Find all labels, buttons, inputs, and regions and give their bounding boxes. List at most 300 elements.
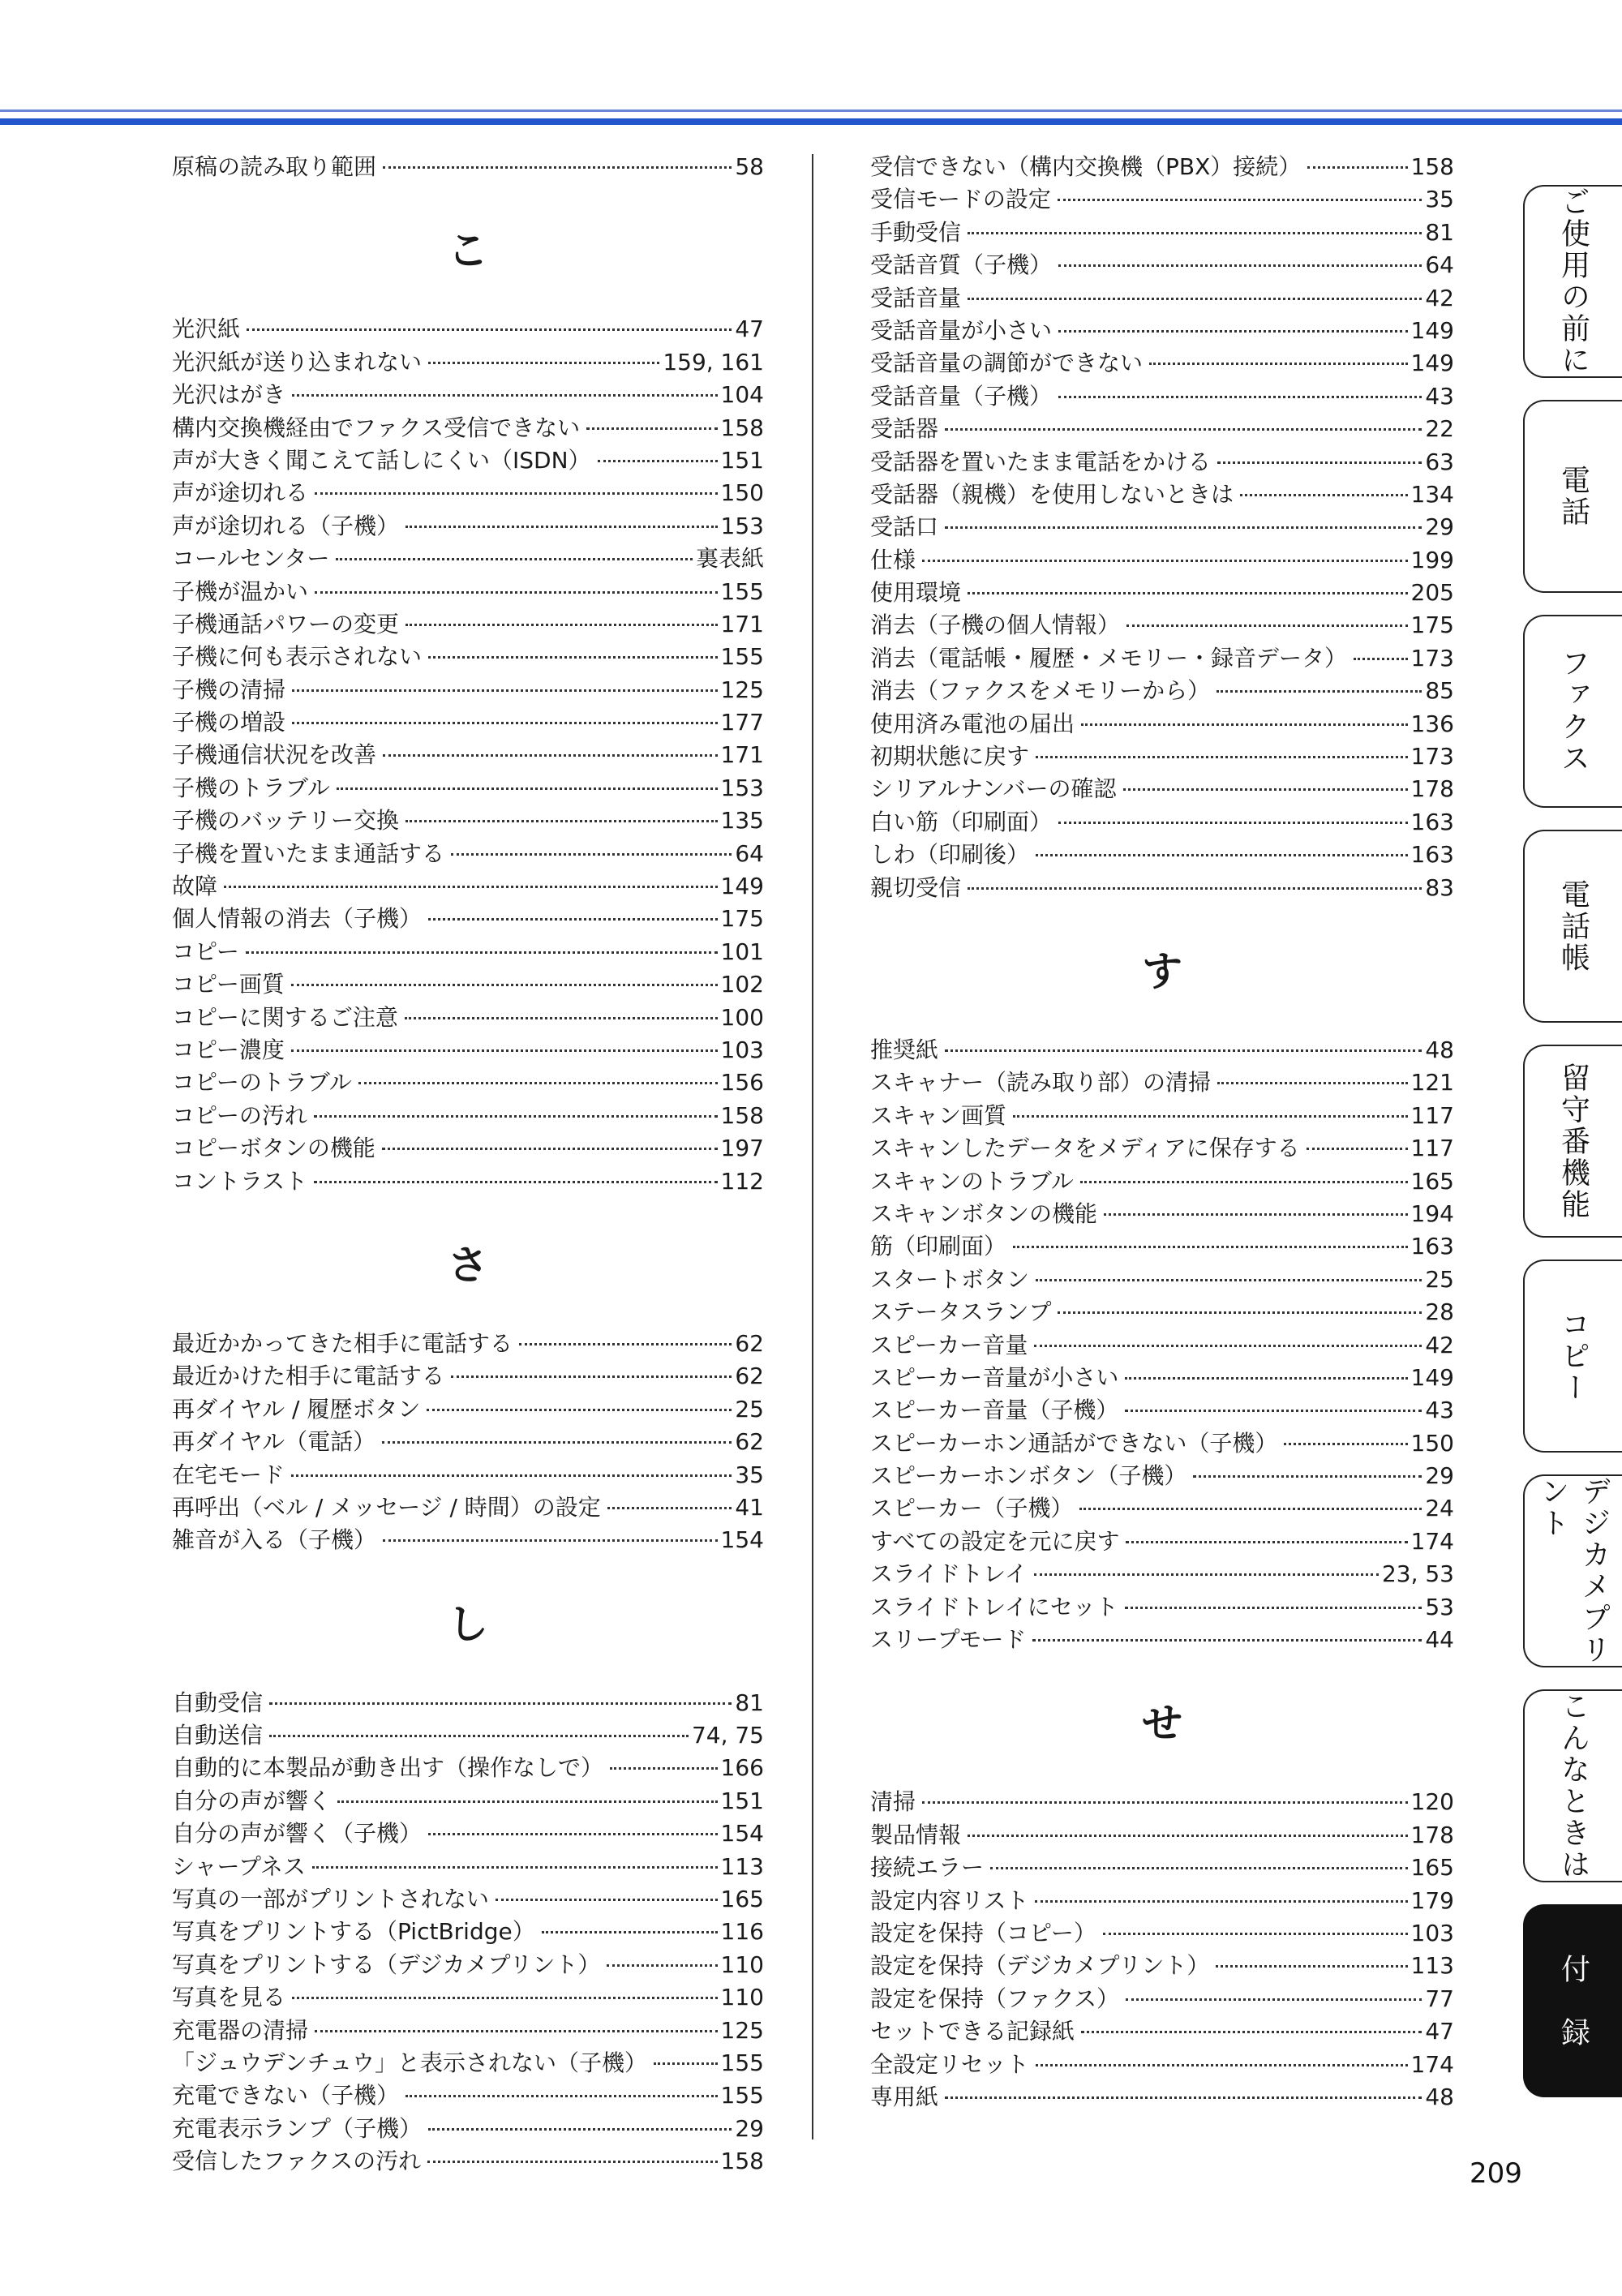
index-page-ref: 125 [720,676,764,703]
index-section [870,1700,1454,2114]
index-section [870,947,1454,1656]
index-page-ref: 150 [1410,1429,1454,1457]
index-entry [172,1817,764,1850]
index-entry [172,1360,764,1393]
index-page-ref: 199 [1410,546,1454,573]
index-term: セットできる記録紙 [870,2018,1075,2045]
index-entry [172,151,764,183]
index-page-ref: 25 [735,1395,764,1423]
index-entry [172,1165,764,1198]
index-entry [870,249,1454,281]
dot-leader [428,918,718,921]
dot-leader [1125,1410,1422,1412]
index-entry [870,1132,1454,1165]
index-term: 全設定リセット [870,2050,1029,2078]
dot-leader [428,656,718,659]
index-term: スリープモード [870,1626,1027,1654]
index-page-ref: 29 [1425,513,1454,541]
dot-leader [291,1474,732,1477]
index-entry [172,346,764,379]
index-term: 子機に何も表示されない [172,643,423,671]
dot-leader [968,1835,1408,1837]
index-term: 受話音量が小さい [870,316,1053,344]
index-entry [870,1950,1454,1982]
index-page-ref: 29 [1425,1462,1454,1490]
dot-leader [1240,494,1408,496]
dot-leader [1307,1148,1408,1150]
index-page-ref: 62 [735,1428,764,1456]
dot-leader [1034,1345,1422,1347]
index-page-ref: 63 [1425,448,1454,475]
index-term: すべての設定を元に戻す [870,1527,1120,1555]
index-entry [172,1916,764,1948]
index-page-ref: 47 [735,315,764,343]
dot-leader [968,887,1422,890]
index-term: 受話口 [870,513,939,541]
index-entry [870,1819,1454,1852]
index-term: 充電表示ランプ（子機） [172,2114,423,2142]
chapter-tab-label: 留守番機能 [1556,1062,1590,1221]
index-entry [172,1002,764,1034]
index-entry [172,1752,764,1784]
dot-leader [337,788,718,790]
dot-leader [383,166,732,169]
dot-leader [451,1375,732,1378]
index-page-ref: 35 [1425,186,1454,213]
index-page-ref: 62 [735,1363,764,1390]
index-section [172,1600,764,2178]
index-entry [172,1034,764,1066]
index-term: 受信モードの設定 [870,186,1051,213]
index-page-ref: 166 [720,1754,764,1782]
index-entry [870,479,1454,511]
index-term: 受信できない（構内交換機（PBX）接続） [870,153,1302,180]
index-term: 子機のバッテリー交換 [172,807,400,835]
dot-leader [428,1833,718,1835]
dot-leader [1104,1213,1408,1216]
index-page-ref: 135 [720,807,764,835]
index-entry [870,1394,1454,1427]
dot-leader [1013,1115,1408,1118]
index-entry [172,1687,764,1719]
index-entry [172,2079,764,2112]
index-page-ref: 178 [1410,1821,1454,1848]
index-page-ref: 103 [1410,1919,1454,1946]
index-page-ref: 83 [1425,873,1454,901]
dot-leader [1032,1639,1422,1642]
index-entry [870,675,1454,707]
index-page-ref: 163 [1410,1233,1454,1260]
index-column-right [870,151,1454,2114]
index-entry [870,839,1454,871]
index-term: 声が大きく聞こえて話しにくい（ISDN） [172,446,591,474]
index-page-ref: 77 [1425,1985,1454,2012]
index-term: 充電器の清掃 [172,2016,309,2044]
dot-leader [246,951,718,954]
index-term: 自分の声が響く [172,1787,332,1814]
index-page-ref: 158 [720,1101,764,1129]
index-page-ref: 53 [1425,1593,1454,1620]
index-page-ref: 44 [1425,1626,1454,1654]
index-page-ref: 173 [1410,743,1454,770]
chapter-tab[interactable] [1523,830,1622,1023]
index-entry [172,412,764,444]
index-page-ref: 171 [720,741,764,769]
index-section [172,1241,764,1557]
chapter-tab[interactable] [1523,1474,1622,1667]
index-entry [870,1066,1454,1099]
index-entry [870,740,1454,773]
dot-leader [1123,788,1408,791]
dot-leader [314,1115,718,1118]
index-page-ref: 102 [720,971,764,998]
index-page-ref: 175 [720,905,764,933]
dot-leader [291,1049,718,1052]
section-heading: す [1142,947,1182,995]
index-entry [870,2015,1454,2048]
dot-leader [428,362,659,364]
index-page-ref: 134 [1410,480,1454,508]
index-page-ref: 197 [720,1135,764,1162]
index-term: 受信したファクスの汚れ [172,2148,422,2175]
index-term: 再ダイヤル（電話） [172,1428,376,1456]
dot-leader [1126,1998,1422,2001]
index-term: 清掃 [870,1788,916,1816]
index-term: 消去（ファクスをメモリーから） [870,677,1211,705]
index-entry [870,347,1454,380]
index-term: スライドトレイ [870,1560,1028,1588]
index-entry [172,1785,764,1817]
index-entry [870,151,1454,183]
dot-leader [945,2096,1422,2099]
index-entry [172,379,764,411]
index-entry [172,1883,764,1916]
index-page-ref: 101 [720,938,764,965]
index-page-ref: 42 [1425,284,1454,311]
index-term: 設定を保持（デジカメプリント） [870,1952,1210,1980]
index-page-ref: 155 [720,577,764,605]
index-entry [870,642,1454,675]
index-entry [172,1066,764,1099]
index-entry [870,1558,1454,1590]
index-page-ref: 179 [1410,1886,1454,1914]
dot-leader [383,1539,718,1542]
index-entry [870,1264,1454,1296]
index-entry [172,1328,764,1360]
index-term: 子機通信状況を改善 [172,741,377,769]
index-term: スキャンのトラブル [870,1167,1074,1195]
index-term: 手動受信 [870,218,962,246]
dot-leader [654,2062,718,2065]
dot-leader [922,1801,1408,1804]
index-term: 自分の声が響く（子機） [172,1820,423,1848]
index-entry [870,1296,1454,1328]
index-page-ref: 149 [1410,316,1454,344]
index-term: ステータスランプ [870,1298,1052,1326]
dot-leader [968,592,1408,594]
index-term: 写真を見る [172,1984,286,2011]
chapter-tab-label: 電話帳 [1556,878,1590,974]
index-page-ref: 125 [720,2016,764,2044]
dot-leader [610,1767,718,1770]
index-entry [172,1981,764,2014]
index-term: コントラスト [172,1167,308,1195]
chapter-tab[interactable] [1523,185,1622,378]
index-entry [172,936,764,968]
index-section [172,227,764,1198]
index-page-ref: 149 [1410,350,1454,377]
index-page-ref: 24 [1425,1495,1454,1522]
index-entry [870,1526,1454,1558]
dot-leader [542,1931,718,1933]
dot-leader [1058,822,1408,824]
index-entry [172,510,764,543]
dot-leader [586,427,717,430]
dot-leader [292,394,718,397]
index-entry [172,641,764,673]
index-term: 雑音が入る（子機） [172,1526,377,1554]
index-term: コピーに関するご注意 [172,1003,398,1031]
dot-leader [1081,723,1408,726]
index-entry [870,217,1454,249]
index-page-ref: 81 [735,1689,764,1716]
chapter-tab[interactable] [1523,1260,1622,1453]
index-term: スライドトレイにセット [870,1593,1118,1620]
index-entry [172,739,764,771]
index-page-ref: 81 [1425,218,1454,246]
index-term: 接続エラー [870,1854,985,1882]
index-entry [172,706,764,739]
dot-leader [1217,1082,1408,1084]
index-entry [172,1719,764,1752]
index-term: 製品情報 [870,1821,962,1848]
index-page-ref: 165 [1410,1167,1454,1195]
index-term: 写真をプリントする（デジカメプリント） [172,1951,601,1978]
index-page-ref: 100 [720,1003,764,1031]
dot-leader [1149,363,1408,365]
dot-leader [406,2095,718,2097]
index-entry [870,1100,1454,1132]
index-term: しわ（印刷後） [870,841,1030,869]
index-term: スピーカー音量が小さい [870,1363,1119,1391]
index-term: スキャン画質 [870,1101,1007,1129]
index-page-ref: 153 [720,512,764,539]
dot-leader [1058,199,1422,201]
index-page-ref: 47 [1425,2018,1454,2045]
index-page-ref: 112 [720,1167,764,1195]
chapter-tab-label: ファクス [1556,648,1590,775]
index-page-ref: 158 [720,414,764,441]
index-page-ref: 156 [720,1069,764,1097]
index-term: スキャナー（読み取り部）の清掃 [870,1069,1212,1097]
index-entry [870,609,1454,642]
chapter-tab-label: こんなときは [1556,1691,1590,1881]
index-page-ref: 35 [735,1461,764,1488]
dot-leader [598,460,718,462]
dot-leader [1125,1377,1407,1380]
index-page-ref: 117 [1410,1101,1454,1129]
index-entry [172,608,764,641]
dot-leader [269,1702,732,1705]
dot-leader [1034,1573,1379,1576]
index-page-ref: 42 [1425,1331,1454,1358]
index-entry [870,2081,1454,2114]
index-term: コピーの汚れ [172,1101,307,1129]
index-term: 光沢紙 [172,315,241,343]
index-page-ref: 113 [720,1852,764,1880]
index-term: コピー画質 [172,971,285,998]
dot-leader [336,558,693,560]
index-entry [870,1624,1454,1656]
index-term: 自動送信 [172,1722,264,1749]
index-page-ref: 64 [1425,251,1454,279]
dot-leader [314,1181,717,1183]
dot-leader [1013,1246,1408,1248]
index-term: 子機通話パワーの変更 [172,610,400,637]
index-term: コピーのトラブル [172,1069,352,1097]
index-term: 設定を保持（コピー） [870,1919,1096,1946]
dot-leader [1058,1311,1422,1314]
dot-leader [428,2128,732,2131]
chapter-tab[interactable] [1523,615,1622,808]
index-term: 再ダイヤル / 履歴ボタン [172,1395,421,1423]
index-term: 受話音量（子機） [870,382,1053,410]
dot-leader [427,2161,717,2163]
index-page-ref: 裏表紙 [695,545,764,573]
dot-leader [1193,1475,1422,1478]
index-entry [870,872,1454,904]
index-term: 子機の清掃 [172,676,286,703]
index-term: 光沢はがき [172,381,286,409]
dot-leader [519,1343,732,1345]
dot-leader [1307,166,1407,169]
dot-leader [1058,264,1422,267]
index-term: 受話器（親機）を使用しないときは [870,480,1234,508]
index-page-ref: 165 [1410,1854,1454,1882]
index-term: コピー濃度 [172,1036,285,1063]
index-entry [172,2113,764,2145]
dot-leader [968,232,1422,234]
index-entry [172,838,764,870]
index-entry [870,282,1454,315]
index-term: 故障 [172,873,218,900]
index-entry [870,2049,1454,2081]
index-entry [870,806,1454,839]
index-term: 親切受信 [870,873,962,901]
chapter-tab[interactable] [1523,1045,1622,1238]
index-term: 再呼出（ベル / メッセージ / 時間）の設定 [172,1493,601,1521]
index-entry [870,380,1454,413]
index-term: コールセンター [172,545,330,573]
index-column-left [172,151,764,2178]
dot-leader [1217,461,1422,464]
index-page-ref: 178 [1410,775,1454,803]
chapter-tab[interactable] [1523,1904,1622,2097]
index-entry [172,805,764,837]
index-term: 自動的に本製品が動き出す（操作なしで） [172,1754,604,1782]
dot-leader [1284,1443,1407,1445]
index-entry [172,1491,764,1524]
section-heading: こ [448,227,488,275]
index-term: 個人情報の消去（子機） [172,905,423,933]
dot-leader [312,1866,718,1869]
index-page-ref: 174 [1410,2050,1454,2078]
index-entry [870,1362,1454,1394]
index-page-ref: 158 [1410,153,1454,180]
dot-leader [607,1507,732,1509]
index-entry [870,544,1454,577]
index-page-ref: 155 [720,643,764,671]
page-number: 209 [1470,2157,1522,2190]
index-page-ref: 150 [720,479,764,507]
chapter-tab[interactable] [1523,1689,1622,1882]
index-entry [172,968,764,1001]
index-page-ref: 41 [735,1493,764,1521]
index-entry [870,708,1454,740]
index-page-ref: 121 [1410,1069,1454,1097]
chapter-tab-label: 付 録 [1556,1953,1590,2049]
index-page-ref: 175 [1410,612,1454,639]
index-entry [870,183,1454,216]
index-entry [172,1100,764,1132]
index-page-ref: 74, 75 [691,1722,764,1749]
index-entry [172,2145,764,2178]
dot-leader [291,984,718,986]
index-page-ref: 29 [735,2114,764,2142]
index-page-ref: 23, 53 [1381,1560,1454,1588]
index-entry [172,477,764,509]
index-entry [870,1329,1454,1362]
index-page-ref: 25 [1425,1265,1454,1293]
index-page-ref: 43 [1425,382,1454,410]
dot-leader [451,853,732,856]
index-term: 子機のトラブル [172,774,330,801]
index-entry [172,1426,764,1458]
index-term: 在宅モード [172,1461,285,1488]
index-entry [172,576,764,608]
index-entry [172,1949,764,1981]
dot-leader [269,1735,689,1737]
index-page-ref: 149 [720,873,764,900]
index-entry [172,313,764,345]
index-term: 充電できない（子機） [172,2082,400,2109]
index-term: スキャンしたデータをメディアに保存する [870,1135,1300,1162]
dot-leader [496,1899,718,1901]
index-page-ref: 173 [1410,644,1454,672]
index-page-ref: 165 [720,1886,764,1913]
index-page-ref: 48 [1425,1036,1454,1063]
chapter-tab[interactable] [1523,400,1622,593]
index-page-ref: 159, 161 [663,348,764,376]
index-term: 最近かかってきた相手に電話する [172,1329,513,1357]
index-entry [870,1230,1454,1263]
index-term: 設定を保持（ファクス） [870,1985,1120,2012]
index-entry [172,1132,764,1165]
index-term: 子機の増設 [172,709,286,736]
index-term: 設定内容リスト [870,1886,1029,1914]
index-entry [870,1852,1454,1884]
index-entry [172,2015,764,2047]
dot-leader [315,591,718,594]
index-entry [870,1460,1454,1492]
index-term: コピー [172,938,239,965]
dot-leader [224,886,718,888]
index-term: 「ジュウデンチュウ」と表示されない（子機） [172,2049,648,2076]
index-term: シリアルナンバーの確認 [870,775,1117,803]
index-term: シャープネス [172,1852,306,1880]
index-entry [870,577,1454,609]
index-term: スタートボタン [870,1265,1030,1293]
